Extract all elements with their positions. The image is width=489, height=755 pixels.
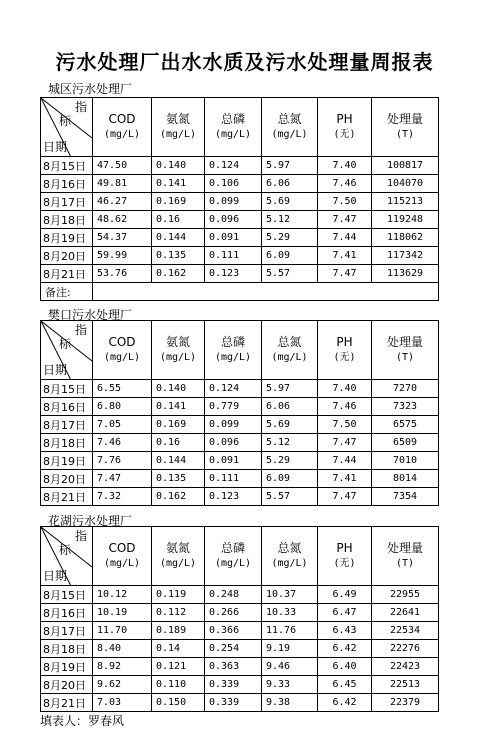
value-cell: 5.29 — [262, 229, 318, 247]
value-cell: 22513 — [372, 676, 439, 694]
table-row — [41, 175, 439, 193]
value-cell: 0.14 — [152, 640, 205, 658]
diag-label-top: 指 — [75, 529, 88, 543]
value-cell: 6.47 — [318, 604, 372, 622]
value-cell: 46.27 — [93, 193, 152, 211]
value-cell: 6.06 — [262, 175, 318, 193]
value-cell: 22276 — [372, 640, 439, 658]
value-cell: 0.150 — [152, 694, 205, 712]
column-unit: (T) — [395, 129, 415, 140]
value-cell: 0.096 — [205, 434, 262, 452]
value-cell: 9.19 — [262, 640, 318, 658]
section-title-3: 花湖污水处理厂 — [48, 514, 133, 528]
value-cell: 0.091 — [205, 452, 262, 470]
date-cell: 8月21日 — [41, 694, 93, 712]
value-cell: 6.06 — [262, 398, 318, 416]
column-unit: (无) — [333, 558, 356, 569]
column-name: 总磷 — [220, 112, 245, 126]
date-cell: 8月21日 — [41, 488, 93, 506]
value-cell: 118062 — [372, 229, 439, 247]
value-cell: 6509 — [372, 434, 439, 452]
value-cell: 53.76 — [93, 265, 152, 283]
table-row — [41, 452, 439, 470]
column-unit: (mg/L) — [271, 129, 308, 140]
column-name: 总氮 — [277, 335, 302, 349]
value-cell: 7.47 — [93, 470, 152, 488]
value-cell: 7.40 — [318, 380, 372, 398]
value-cell: 54.37 — [93, 229, 152, 247]
value-cell: 7010 — [372, 452, 439, 470]
column-name: 处理量 — [386, 541, 423, 555]
table-section-1 — [40, 97, 439, 301]
value-cell: 11.76 — [262, 622, 318, 640]
diag-label-mid: 标 — [59, 543, 72, 557]
column-unit: (mg/L) — [271, 558, 308, 569]
value-cell: 7.44 — [318, 229, 372, 247]
column-header — [205, 321, 262, 380]
value-cell: 0.140 — [152, 157, 205, 175]
value-cell: 10.12 — [93, 586, 152, 604]
value-cell: 117342 — [372, 247, 439, 265]
column-unit: (mg/L) — [103, 352, 141, 363]
date-cell: 8月17日 — [41, 622, 93, 640]
table-row — [41, 398, 439, 416]
date-cell: 8月20日 — [41, 247, 93, 265]
date-cell: 8月18日 — [41, 640, 93, 658]
value-cell: 100817 — [372, 157, 439, 175]
value-cell: 0.096 — [205, 211, 262, 229]
column-name: 处理量 — [386, 335, 423, 349]
column-header — [152, 527, 205, 586]
diagonal-header-cell — [41, 527, 93, 586]
value-cell: 22423 — [372, 658, 439, 676]
value-cell: 5.57 — [262, 488, 318, 506]
column-header — [93, 527, 152, 586]
value-cell: 7.50 — [318, 193, 372, 211]
column-unit: (mg/L) — [214, 558, 252, 569]
value-cell: 0.135 — [152, 247, 205, 265]
column-unit: (mg/L) — [271, 352, 308, 363]
column-header — [205, 527, 262, 586]
value-cell: 104070 — [372, 175, 439, 193]
value-cell: 6.42 — [318, 640, 372, 658]
value-cell: 7.76 — [93, 452, 152, 470]
value-cell: 0.112 — [152, 604, 205, 622]
value-cell: 7354 — [372, 488, 439, 506]
value-cell: 0.162 — [152, 488, 205, 506]
value-cell: 0.169 — [152, 193, 205, 211]
value-cell: 7.05 — [93, 416, 152, 434]
value-cell: 0.099 — [205, 416, 262, 434]
value-cell: 7.46 — [318, 398, 372, 416]
value-cell: 0.111 — [205, 470, 262, 488]
column-unit: (mg/L) — [103, 558, 141, 569]
value-cell: 0.366 — [205, 622, 262, 640]
column-unit: (mg/L) — [159, 558, 197, 569]
column-name: 总氮 — [277, 541, 302, 555]
date-cell: 8月19日 — [41, 452, 93, 470]
column-name: PH — [336, 335, 353, 349]
value-cell: 7.40 — [318, 157, 372, 175]
table-row — [41, 640, 439, 658]
column-name: 氨氮 — [165, 541, 190, 555]
value-cell: 0.110 — [152, 676, 205, 694]
column-name: 总磷 — [220, 541, 245, 555]
value-cell: 0.144 — [152, 452, 205, 470]
value-cell: 6.55 — [93, 380, 152, 398]
date-cell: 8月15日 — [41, 157, 93, 175]
value-cell: 0.091 — [205, 229, 262, 247]
value-cell: 0.254 — [205, 640, 262, 658]
value-cell: 113629 — [372, 265, 439, 283]
value-cell: 5.69 — [262, 193, 318, 211]
date-cell: 8月17日 — [41, 416, 93, 434]
value-cell: 0.779 — [205, 398, 262, 416]
column-header — [262, 527, 318, 586]
date-cell: 8月18日 — [41, 211, 93, 229]
table-row — [41, 211, 439, 229]
value-cell: 0.339 — [205, 676, 262, 694]
table-row — [41, 488, 439, 506]
column-unit: (mg/L) — [103, 129, 141, 140]
diag-label-mid: 标 — [59, 337, 72, 351]
date-cell: 8月15日 — [41, 586, 93, 604]
date-cell: 8月16日 — [41, 604, 93, 622]
value-cell: 22534 — [372, 622, 439, 640]
value-cell: 0.123 — [205, 488, 262, 506]
table-row — [41, 247, 439, 265]
note-label: 备注: — [41, 283, 93, 301]
value-cell: 22955 — [372, 586, 439, 604]
value-cell: 6.40 — [318, 658, 372, 676]
value-cell: 0.16 — [152, 434, 205, 452]
value-cell: 5.97 — [262, 157, 318, 175]
table-row — [41, 586, 439, 604]
column-header — [318, 527, 372, 586]
table-row — [41, 416, 439, 434]
value-cell: 5.57 — [262, 265, 318, 283]
column-header — [262, 321, 318, 380]
column-header — [93, 98, 152, 157]
value-cell: 11.70 — [93, 622, 152, 640]
column-unit: (T) — [395, 352, 415, 363]
value-cell: 7.47 — [318, 434, 372, 452]
diag-label-top: 指 — [75, 100, 88, 114]
value-cell: 7.32 — [93, 488, 152, 506]
value-cell: 8.40 — [93, 640, 152, 658]
value-cell: 7.47 — [318, 488, 372, 506]
column-name: PH — [336, 541, 353, 555]
value-cell: 7323 — [372, 398, 439, 416]
value-cell: 0.339 — [205, 694, 262, 712]
filler-label: 填表人：罗春风 — [40, 714, 125, 728]
table-row — [41, 622, 439, 640]
table-row — [41, 676, 439, 694]
value-cell: 0.169 — [152, 416, 205, 434]
column-unit: (mg/L) — [214, 352, 252, 363]
value-cell: 0.099 — [205, 193, 262, 211]
value-cell: 10.19 — [93, 604, 152, 622]
value-cell: 0.135 — [152, 470, 205, 488]
value-cell: 0.141 — [152, 175, 205, 193]
header-row — [41, 321, 439, 380]
value-cell: 6.42 — [318, 694, 372, 712]
date-cell: 8月17日 — [41, 193, 93, 211]
header-row — [41, 527, 439, 586]
value-cell: 6.43 — [318, 622, 372, 640]
value-cell: 0.162 — [152, 265, 205, 283]
table-row — [41, 265, 439, 283]
value-cell: 5.12 — [262, 434, 318, 452]
value-cell: 7.50 — [318, 416, 372, 434]
value-cell: 6.80 — [93, 398, 152, 416]
value-cell: 7.41 — [318, 247, 372, 265]
value-cell: 9.38 — [262, 694, 318, 712]
column-header — [262, 98, 318, 157]
table-row — [41, 380, 439, 398]
column-name: COD — [108, 541, 136, 555]
column-header — [152, 98, 205, 157]
value-cell: 48.62 — [93, 211, 152, 229]
table-section-2 — [40, 320, 439, 506]
report-title: 污水处理厂出水水质及污水处理量周报表 — [55, 50, 434, 74]
value-cell: 0.363 — [205, 658, 262, 676]
value-cell: 10.33 — [262, 604, 318, 622]
date-cell: 8月21日 — [41, 265, 93, 283]
column-header — [152, 321, 205, 380]
diag-label-date: 日期 — [43, 569, 68, 583]
date-cell: 8月16日 — [41, 398, 93, 416]
value-cell: 0.123 — [205, 265, 262, 283]
date-cell: 8月16日 — [41, 175, 93, 193]
value-cell: 7270 — [372, 380, 439, 398]
date-cell: 8月20日 — [41, 676, 93, 694]
section-title-1: 城区污水处理厂 — [48, 82, 133, 96]
value-cell: 0.124 — [205, 157, 262, 175]
value-cell: 59.99 — [93, 247, 152, 265]
column-name: COD — [108, 335, 136, 349]
value-cell: 7.47 — [318, 265, 372, 283]
diag-label-date: 日期 — [43, 363, 68, 377]
column-header — [205, 98, 262, 157]
column-header — [372, 527, 439, 586]
value-cell: 5.12 — [262, 211, 318, 229]
note-value — [93, 283, 439, 301]
value-cell: 0.121 — [152, 658, 205, 676]
date-cell: 8月19日 — [41, 229, 93, 247]
value-cell: 0.16 — [152, 211, 205, 229]
table-section-3 — [40, 526, 439, 712]
value-cell: 5.69 — [262, 416, 318, 434]
value-cell: 6.09 — [262, 470, 318, 488]
column-unit: (无) — [333, 352, 356, 363]
diagonal-header-cell — [41, 98, 93, 157]
value-cell: 6575 — [372, 416, 439, 434]
column-unit: (无) — [333, 129, 356, 140]
value-cell: 22379 — [372, 694, 439, 712]
column-name: 总氮 — [277, 112, 302, 126]
value-cell: 0.106 — [205, 175, 262, 193]
diag-label-mid: 标 — [59, 114, 72, 128]
value-cell: 6.49 — [318, 586, 372, 604]
table-row — [41, 694, 439, 712]
table-row — [41, 470, 439, 488]
column-name: 氨氮 — [165, 335, 190, 349]
column-name: COD — [108, 112, 136, 126]
value-cell: 22641 — [372, 604, 439, 622]
value-cell: 0.119 — [152, 586, 205, 604]
table-row — [41, 604, 439, 622]
date-cell: 8月18日 — [41, 434, 93, 452]
column-name: PH — [336, 112, 353, 126]
value-cell: 9.46 — [262, 658, 318, 676]
value-cell: 9.62 — [93, 676, 152, 694]
column-header — [93, 321, 152, 380]
diag-label-top: 指 — [75, 323, 88, 337]
value-cell: 0.141 — [152, 398, 205, 416]
value-cell: 7.41 — [318, 470, 372, 488]
value-cell: 0.124 — [205, 380, 262, 398]
table-row — [41, 658, 439, 676]
column-header — [318, 321, 372, 380]
date-cell: 8月20日 — [41, 470, 93, 488]
value-cell: 7.44 — [318, 452, 372, 470]
value-cell: 0.111 — [205, 247, 262, 265]
column-header — [372, 98, 439, 157]
date-cell: 8月19日 — [41, 658, 93, 676]
value-cell: 7.03 — [93, 694, 152, 712]
value-cell: 6.45 — [318, 676, 372, 694]
table-row — [41, 229, 439, 247]
column-header — [318, 98, 372, 157]
value-cell: 9.33 — [262, 676, 318, 694]
value-cell: 0.266 — [205, 604, 262, 622]
value-cell: 115213 — [372, 193, 439, 211]
column-name: 氨氮 — [165, 112, 190, 126]
value-cell: 6.09 — [262, 247, 318, 265]
value-cell: 8014 — [372, 470, 439, 488]
column-header — [372, 321, 439, 380]
section-title-2: 樊口污水处理厂 — [48, 308, 133, 322]
value-cell: 7.46 — [318, 175, 372, 193]
value-cell: 5.29 — [262, 452, 318, 470]
column-unit: (mg/L) — [159, 129, 197, 140]
value-cell: 0.248 — [205, 586, 262, 604]
value-cell: 10.37 — [262, 586, 318, 604]
value-cell: 8.92 — [93, 658, 152, 676]
note-row — [41, 283, 439, 301]
value-cell: 5.97 — [262, 380, 318, 398]
value-cell: 7.46 — [93, 434, 152, 452]
column-unit: (mg/L) — [159, 352, 197, 363]
value-cell: 7.47 — [318, 211, 372, 229]
value-cell: 0.189 — [152, 622, 205, 640]
diagonal-header-cell — [41, 321, 93, 380]
value-cell: 49.81 — [93, 175, 152, 193]
column-unit: (mg/L) — [214, 129, 252, 140]
column-unit: (T) — [395, 558, 415, 569]
date-cell: 8月15日 — [41, 380, 93, 398]
table-row — [41, 193, 439, 211]
table-row — [41, 157, 439, 175]
table-row — [41, 434, 439, 452]
value-cell: 47.50 — [93, 157, 152, 175]
value-cell: 0.140 — [152, 380, 205, 398]
column-name: 处理量 — [386, 112, 423, 126]
value-cell: 0.144 — [152, 229, 205, 247]
value-cell: 119248 — [372, 211, 439, 229]
diag-label-date: 日期 — [43, 140, 68, 154]
column-name: 总磷 — [220, 335, 245, 349]
header-row — [41, 98, 439, 157]
